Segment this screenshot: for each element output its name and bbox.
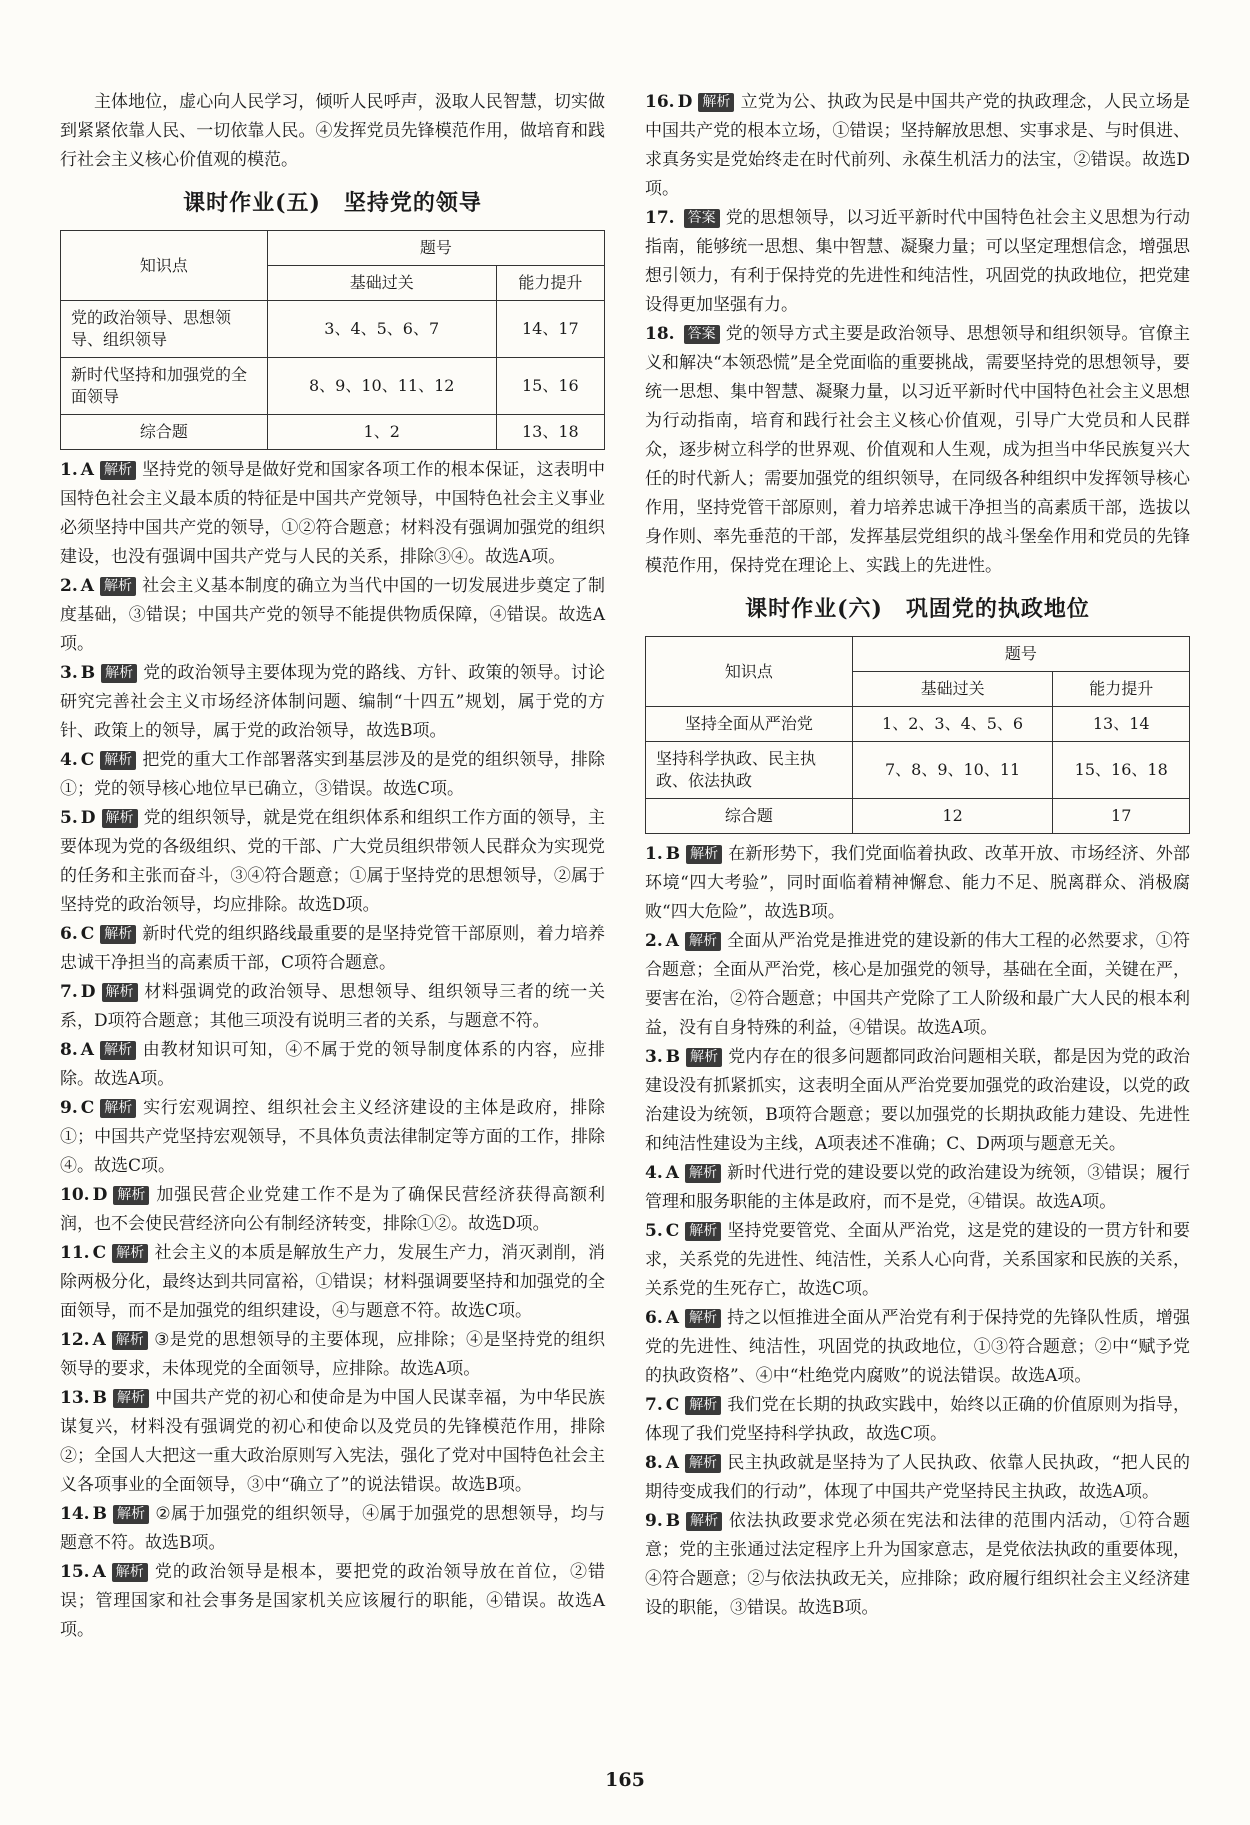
section-6-answers (645, 840, 1190, 1623)
item-tag-badge: 解析 (113, 1505, 149, 1524)
item-number: 6. (60, 924, 78, 944)
item-answer-letter: B (665, 1047, 681, 1067)
answer-item (60, 1181, 605, 1239)
item-answer-letter: A (665, 931, 679, 951)
table-header-topic: 知识点 (646, 637, 853, 707)
table-row (61, 415, 605, 450)
answer-item (60, 1384, 605, 1500)
item-text: 全面从严治党是推进党的建设新的伟大工程的必然要求，①符合题意；全面从严治党，核心是加强党的领导，基础在全面，关键在严，要害在治，②符合题意；中国共产党除了工人阶级和最广大人民的根本利益，没有自身特殊的利益，④错误。故选A项。 (645, 931, 1190, 1038)
item-answer-letter: A (665, 1308, 679, 1328)
answer-item (645, 1304, 1190, 1391)
item-tag-badge: 解析 (113, 1186, 149, 1205)
table-row (646, 742, 1190, 799)
item-text: 中国共产党的初心和使命是为中国人民谋幸福，为中华民族谋复兴，材料没有强调党的初心和使命以及党员的先锋模范作用，排除②；全国人大把这一重大政治原则写入宪法，强化了党对中国特色社会主义各项事业的全面领导，③中“确立了”的说法错误。故选B项。 (60, 1388, 605, 1495)
table-row (646, 707, 1190, 742)
item-tag-badge: 解析 (112, 1563, 148, 1582)
table-cell-advanced: 17 (1053, 799, 1190, 834)
answer-item (645, 1391, 1190, 1449)
item-number: 13. (60, 1388, 90, 1408)
table-cell-topic: 坚持全面从严治党 (646, 707, 853, 742)
intro-paragraph (60, 88, 605, 175)
item-number: 9. (645, 1511, 663, 1531)
item-number: 7. (60, 982, 78, 1002)
item-text: 社会主义基本制度的确立为当代中国的一切发展进步奠定了制度基础，③错误；中国共产党的领导不能提供物质保障，④错误。故选A项。 (60, 576, 605, 654)
item-answer-letter: B (92, 1504, 107, 1524)
item-number: 5. (645, 1221, 663, 1241)
answer-item (645, 204, 1190, 320)
item-number: 1. (60, 460, 78, 480)
item-text: 把党的重大工作部署落实到基层涉及的是党的组织领导，排除①；党的领导核心地位早已确立，③错误。故选C项。 (60, 750, 605, 799)
item-tag-badge: 解析 (685, 1454, 721, 1473)
table-header-group: 题号 (267, 231, 604, 266)
table-cell-topic: 综合题 (61, 415, 268, 450)
item-answer-letter: C (80, 750, 95, 770)
item-number: 2. (645, 931, 663, 951)
table-cell-topic: 党的政治领导、思想领导、组织领导 (61, 301, 268, 358)
item-answer-letter: D (80, 808, 96, 828)
answer-item (60, 1036, 605, 1094)
item-text: 坚持党要管党、全面从严治党，这是党的建设的一贯方针和要求，关系党的先进性、纯洁性，关系人心向背，关系国家和民族的关系，关系党的生死存亡，故选C项。 (645, 1221, 1190, 1299)
item-tag-badge: 解析 (100, 751, 136, 770)
section-5-answers-right (645, 88, 1190, 581)
table-cell-advanced: 13、18 (496, 415, 604, 450)
item-text: 民主执政就是坚持为了人民执政、依靠人民执政，“把人民的期待变成我们的行动”，体现了中国共产党坚持民主执政，故选A项。 (645, 1453, 1190, 1502)
item-number: 6. (645, 1308, 663, 1328)
answer-item (60, 746, 605, 804)
item-number: 11. (60, 1243, 90, 1263)
item-text: 党的政治领导是根本，要把党的政治领导放在首位，②错误；管理国家和社会事务是国家机关应该履行的职能，④错误。故选A项。 (60, 1562, 605, 1640)
item-tag-badge: 答案 (684, 209, 720, 228)
item-text: ②属于加强党的组织领导，④属于加强党的思想领导，均与题意不符。故选B项。 (60, 1504, 605, 1553)
item-tag-badge: 解析 (685, 1309, 721, 1328)
item-text: 坚持党的领导是做好党和国家各项工作的根本保证，这表明中国特色社会主义最本质的特征是中国共产党领导，中国特色社会主义事业必须坚持中国共产党的领导，①②符合题意；材料没有强调加强党的组织建设，也没有强调中国共产党与人民的关系，排除③④。故选A项。 (60, 460, 605, 567)
answer-item (645, 1507, 1190, 1623)
item-tag-badge: 解析 (685, 1164, 721, 1183)
item-tag-badge: 解析 (100, 461, 136, 480)
answer-item (60, 1326, 605, 1384)
table-cell-topic: 综合题 (646, 799, 853, 834)
item-answer-letter: D (677, 92, 693, 112)
section-6-title: 课时作业(六) 巩固党的执政地位 (745, 596, 1090, 622)
answer-item (60, 659, 605, 746)
item-text: 新时代进行党的建设要以党的政治建设为统领，③错误；履行管理和服务职能的主体是政府，而不是党，④错误。故选A项。 (645, 1163, 1190, 1212)
table-row (61, 301, 605, 358)
item-answer-letter: B (665, 1511, 681, 1531)
table-header-group: 题号 (852, 637, 1189, 672)
section-5-answers-left (60, 456, 605, 1645)
item-text: 党的组织领导，就是党在组织体系和组织工作方面的领导，主要体现为党的各级组织、党的干部、广大党员组织带领人民群众为实现党的任务和主张而奋斗，③④符合题意；①属于坚持党的思想领导，②属于坚持党的政治领导，均应排除。故选D项。 (60, 808, 605, 915)
item-text: 社会主义的本质是解放生产力，发展生产力，消灭剥削，消除两极分化，最终达到共同富裕，①错误；材料强调要坚持和加强党的全面领导，而不是加强党的组织建设，④与题意不符。故选C项。 (60, 1243, 605, 1321)
table-cell-basic: 7、8、9、10、11 (852, 742, 1053, 799)
item-answer-letter: C (92, 1243, 107, 1263)
item-text: 在新形势下，我们党面临着执政、改革开放、市场经济、外部环境“四大考验”，同时面临着精神懈怠、能力不足、脱离群众、消极腐败“四大危险”，故选B项。 (645, 844, 1190, 922)
item-text: 新时代党的组织路线最重要的是坚持党管干部原则，着力培养忠诚干净担当的高素质干部，C项符合题意。 (60, 924, 605, 973)
answer-item (60, 572, 605, 659)
item-answer-letter: D (92, 1185, 108, 1205)
table-cell-basic: 3、4、5、6、7 (267, 301, 496, 358)
answer-item (60, 1239, 605, 1326)
item-number: 4. (645, 1163, 663, 1183)
table-cell-topic: 坚持科学执政、民主执政、依法执政 (646, 742, 853, 799)
table-cell-basic: 1、2 (267, 415, 496, 450)
item-text: 我们党在长期的执政实践中，始终以正确的价值原则为指导，体现了我们党坚持科学执政，故选C项。 (645, 1395, 1190, 1444)
item-tag-badge: 解析 (100, 1099, 136, 1118)
section-6-table (645, 636, 1190, 834)
item-answer-letter: C (665, 1395, 680, 1415)
item-text: 加强民营企业党建工作不是为了确保民营经济获得高额利润，也不会使民营经济向公有制经济转变，排除①②。故选D项。 (60, 1185, 605, 1234)
item-answer-letter: B (80, 663, 96, 683)
left-column (60, 88, 605, 1645)
item-number: 4. (60, 750, 78, 770)
item-answer-letter: C (80, 924, 95, 944)
item-answer-letter: A (92, 1562, 106, 1582)
item-answer-letter: A (80, 460, 94, 480)
item-text: 立党为公、执政为民是中国共产党的执政理念，人民立场是中国共产党的根本立场，①错误；坚持解放思想、实事求是、与时俱进、求真务实是党始终走在时代前列、永葆生机活力的法宝，②错误。故选D项。 (645, 92, 1190, 199)
answer-item (645, 88, 1190, 204)
section-5-title: 课时作业(五) 坚持党的领导 (183, 190, 482, 216)
right-column (645, 88, 1190, 1623)
item-tag-badge: 解析 (100, 1041, 136, 1060)
item-tag-badge: 解析 (102, 809, 138, 828)
table-row (646, 799, 1190, 834)
item-number: 5. (60, 808, 78, 828)
item-tag-badge: 解析 (685, 1222, 721, 1241)
table-header-basic: 基础过关 (267, 266, 496, 301)
item-tag-badge: 解析 (102, 983, 138, 1002)
answer-item (60, 978, 605, 1036)
item-answer-letter: A (80, 576, 94, 596)
table-cell-advanced: 15、16、18 (1053, 742, 1190, 799)
item-text: 党的思想领导，以习近平新时代中国特色社会主义思想为行动指南，能够统一思想、集中智慧、凝聚力量；可以坚定理想信念，增强思想引领力，有利于保持党的先进性和纯洁性，巩固党的执政地位，把党建设得更加坚强有力。 (645, 208, 1190, 315)
item-tag-badge: 解析 (112, 1244, 148, 1263)
item-text: 持之以恒推进全面从严治党有利于保持党的先锋队性质，增强党的先进性、纯洁性，巩固党的执政地位，①③符合题意；②中“赋予党的执政资格”、④中“杜绝党内腐败”的说法错误。故选A项。 (645, 1308, 1190, 1386)
item-number: 3. (60, 663, 78, 683)
item-answer-letter: B (92, 1388, 107, 1408)
item-text: 党的政治领导主要体现为党的路线、方针、政策的领导。讨论研究完善社会主义市场经济体制问题、编制“十四五”规划，属于党的方针、政策上的领导，属于党的政治领导，故选B项。 (60, 663, 605, 741)
item-text: ③是党的思想领导的主要体现，应排除；④是坚持党的组织领导的要求，未体现党的全面领导，应排除。故选A项。 (60, 1330, 605, 1379)
item-text: 材料强调党的政治领导、思想领导、组织领导三者的统一关系，D项符合题意；其他三项没有说明三者的关系，与题意不符。 (60, 982, 605, 1031)
table-header-advanced: 能力提升 (496, 266, 604, 301)
table-cell-basic: 1、2、3、4、5、6 (852, 707, 1053, 742)
answer-item (60, 804, 605, 920)
item-answer-letter: A (665, 1163, 679, 1183)
answer-item (645, 1449, 1190, 1507)
table-cell-basic: 8、9、10、11、12 (267, 358, 496, 415)
item-answer-letter: A (665, 1453, 679, 1473)
item-tag-badge: 解析 (100, 577, 136, 596)
item-number: 14. (60, 1504, 90, 1524)
item-tag-badge: 解析 (685, 1396, 721, 1415)
table-cell-advanced: 13、14 (1053, 707, 1190, 742)
item-number: 1. (645, 844, 663, 864)
item-text: 依法执政要求党必须在宪法和法律的范围内活动，①符合题意；党的主张通过法定程序上升为国家意志，是党依法执政的重要体现，④符合题意；②与依法执政无关，应排除；政府履行组织社会主义经济建设的职能，③错误。故选B项。 (645, 1511, 1190, 1618)
item-answer-letter: B (665, 844, 681, 864)
item-tag-badge: 解析 (698, 93, 734, 112)
answer-item (60, 1558, 605, 1645)
table-cell-advanced: 15、16 (496, 358, 604, 415)
answer-item (60, 1094, 605, 1181)
item-tag-badge: 答案 (684, 325, 720, 344)
item-answer-letter: A (92, 1330, 106, 1350)
item-number: 15. (60, 1562, 90, 1582)
item-text: 由教材知识可知，④不属于党的领导制度体系的内容，应排除。故选A项。 (60, 1040, 605, 1089)
table-header-advanced: 能力提升 (1053, 672, 1190, 707)
item-tag-badge: 解析 (112, 1331, 148, 1350)
section-5-table (60, 230, 605, 450)
answer-item (645, 320, 1190, 581)
item-tag-badge: 解析 (686, 1512, 722, 1531)
item-answer-letter: C (665, 1221, 680, 1241)
item-answer-letter: D (80, 982, 96, 1002)
answer-item (645, 1043, 1190, 1159)
table-header-topic: 知识点 (61, 231, 268, 301)
item-answer-letter: C (80, 1098, 95, 1118)
page-number: 165 (605, 1769, 645, 1791)
table-cell-topic: 新时代坚持和加强党的全面领导 (61, 358, 268, 415)
answer-item (645, 1217, 1190, 1304)
item-number: 8. (645, 1453, 663, 1473)
item-number: 17. (645, 208, 675, 228)
item-tag-badge: 解析 (686, 1048, 722, 1067)
intro-text: 主体地位，虚心向人民学习，倾听人民呼声，汲取人民智慧，切实做到紧紧依靠人民、一切依靠人民。④发挥党员先锋模范作用，做培育和践行社会主义核心价值观的模范。 (60, 92, 605, 170)
item-number: 3. (645, 1047, 663, 1067)
item-tag-badge: 解析 (686, 845, 722, 864)
answer-item (60, 920, 605, 978)
item-answer-letter: A (80, 1040, 94, 1060)
table-cell-advanced: 14、17 (496, 301, 604, 358)
answer-item (645, 1159, 1190, 1217)
item-tag-badge: 解析 (100, 925, 136, 944)
item-tag-badge: 解析 (101, 664, 137, 683)
answer-item (60, 1500, 605, 1558)
item-number: 16. (645, 92, 675, 112)
item-number: 18. (645, 324, 675, 344)
item-number: 9. (60, 1098, 78, 1118)
item-tag-badge: 解析 (113, 1389, 149, 1408)
answer-item (60, 456, 605, 572)
item-number: 7. (645, 1395, 663, 1415)
table-row (61, 358, 605, 415)
item-number: 2. (60, 576, 78, 596)
table-cell-basic: 12 (852, 799, 1053, 834)
table-header-basic: 基础过关 (852, 672, 1053, 707)
item-text: 党的领导方式主要是政治领导、思想领导和组织领导。官僚主义和解决“本领恐慌”是全党面临的重要挑战，需要坚持党的思想领导，要统一思想、集中智慧、凝聚力量，以习近平新时代中国特色社会主义思想为行动指南，培育和践行社会主义核心价值观，引导广大党员和人民群众，逐步树立科学的世界观、价值观和人生观，成为担当中华民族复兴大任的时代新人；需要加强党的组织领导，在同级各种组织中发挥领导核心作用，坚持党管干部原则，着力培养忠诚干净担当的高素质干部，选拔以身作则、率先垂范的干部，发挥基层党组织的战斗堡垒作用和党员的先锋模范作用，保持党在理论上、实践上的先进性。 (645, 324, 1190, 576)
item-text: 党内存在的很多问题都同政治问题相关联，都是因为党的政治建设没有抓紧抓实，这表明全面从严治党要加强党的政治建设，以党的政治建设为统领，B项符合题意；要以加强党的长期执政能力建设、先进性和纯洁性建设为主线，A项表述不准确；C、D两项与题意无关。 (645, 1047, 1190, 1154)
answer-item (645, 840, 1190, 927)
item-tag-badge: 解析 (685, 932, 721, 951)
item-number: 12. (60, 1330, 90, 1350)
item-number: 10. (60, 1185, 90, 1205)
item-text: 实行宏观调控、组织社会主义经济建设的主体是政府，排除①；中国共产党坚持宏观领导，不具体负责法律制定等方面的工作，排除④。故选C项。 (60, 1098, 605, 1176)
item-number: 8. (60, 1040, 78, 1060)
answer-item (645, 927, 1190, 1043)
